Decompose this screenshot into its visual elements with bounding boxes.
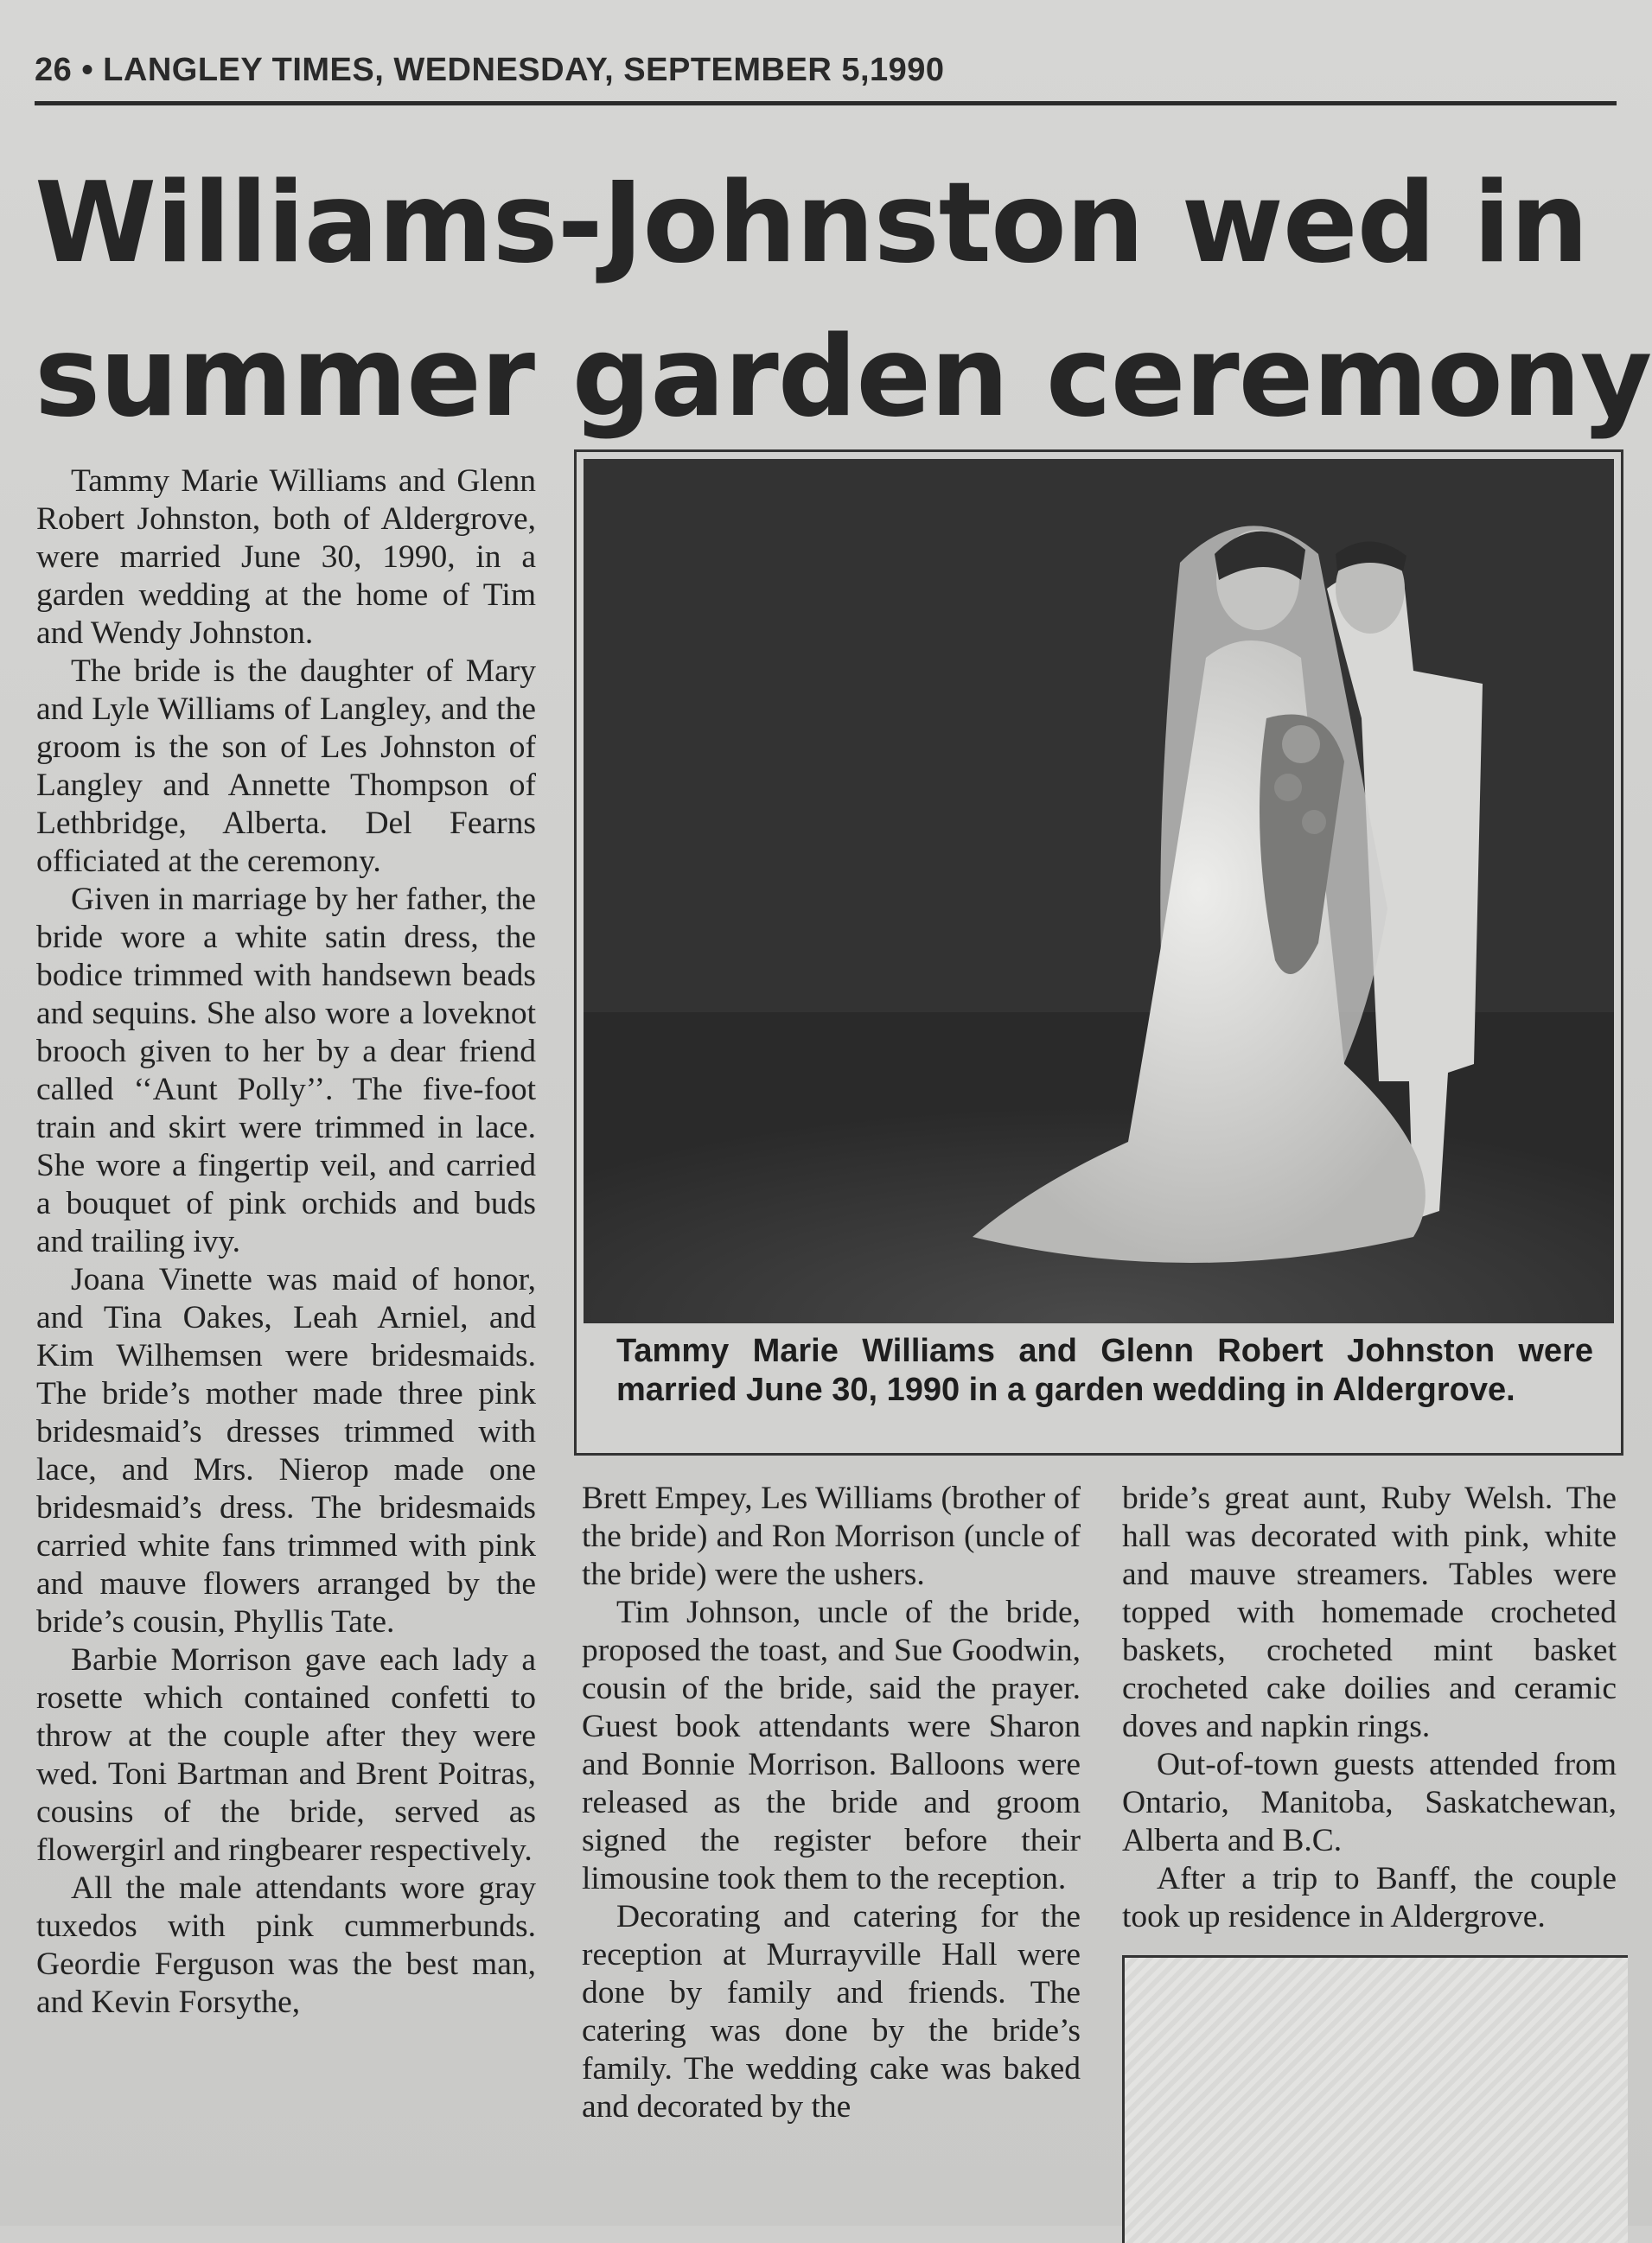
paragraph: Brett Empey, Les Williams (brother of the bride) and Ron Morrison (uncle of the bride) were the ushers.	[582, 1481, 1081, 1592]
paragraph: Tim Johnson, uncle of the bride, proposed the toast, and Sue Goodwin, cousin of the bride, said the prayer. Guest book attendants were Sharon and Bonnie Morrison. Balloons were released as the bride and groom signed the register before their limousine took them to the reception.	[582, 1595, 1081, 1896]
article-column-1	[36, 462, 536, 2022]
photo-illustration-icon	[584, 459, 1614, 1323]
paragraph: After a trip to Banff, the couple took up residence in Aldergrove.	[1122, 1861, 1617, 1934]
paragraph: Tammy Marie Williams and Glenn Robert Johnston, both of Aldergrove, were married June 30, 1990, in a garden wedding at the home of Tim and Wendy Johnston.	[36, 463, 536, 651]
photo-box	[574, 449, 1623, 1456]
paragraph: Joana Vinette was maid of honor, and Tina Oakes, Leah Arniel, and Kim Wilhemsen were bridesmaids. The bride’s mother made three pink bridesmaid’s dresses trimmed with lace, and Mrs. Nierop made one bridesmaid’s dress. The bridesmaids carried white fans trimmed with pink and mauve flowers arranged by the bride’s cousin, Phyllis Tate.	[36, 1262, 536, 1640]
paragraph: Given in marriage by her father, the bride wore a white satin dress, the bodice trimmed with handsewn beads and sequins. She also wore a loveknot brooch given to her by a dear friend called ‘‘Aunt Polly’’. The five-foot train and skirt were trimmed in lace. She wore a fingertip veil, and carried a bouquet of pink orchids and buds and trailing ivy.	[36, 882, 536, 1259]
paragraph: Barbie Morrison gave each lady a rosette which contained confetti to throw at the couple after they were wed. Toni Bartman and Brent Poitras, cousins of the bride, served as flowergirl and ringbearer respectively.	[36, 1642, 536, 1868]
article-column-3	[1122, 1480, 1617, 1936]
paragraph: bride’s great aunt, Ruby Welsh. The hall was decorated with pink, white and mauve streamers. Tables were topped with homemade crocheted baskets, crocheted mint basket crocheted cake doilies and ceramic doves and napkin rings.	[1122, 1481, 1617, 1744]
folio-rule	[35, 101, 1617, 105]
wedding-couple-photo	[584, 459, 1614, 1323]
photo-caption: Tammy Marie Williams and Glenn Robert Johnston were married June 30, 1990 in a garden wedding in Aldergrove.	[616, 1333, 1593, 1408]
paragraph: The bride is the daughter of Mary and Lyle Williams of Langley, and the groom is the son of Les Johnston of Langley and Annette Thompson of Lethbridge, Alberta. Del Fearns officiated at the ceremony.	[36, 653, 536, 879]
article-column-2	[582, 1480, 1081, 2126]
headline	[35, 147, 1652, 455]
paragraph: All the male attendants wore gray tuxedos with pink cummerbunds. Geordie Ferguson was the best man, and Kevin Forsythe,	[36, 1870, 536, 2020]
headline-line-2: summer garden ceremony	[35, 313, 1652, 442]
paragraph: Out-of-town guests attended from Ontario, Manitoba, Saskatchewan, Alberta and B.C.	[1122, 1747, 1617, 1858]
blank-corner-box	[1122, 1955, 1628, 2243]
headline-line-1: Williams-Johnston wed in	[35, 159, 1588, 288]
page-folio: 26 • LANGLEY TIMES, WEDNESDAY, SEPTEMBER 5,1990	[35, 52, 945, 88]
paragraph: Decorating and catering for the reception at Murrayville Hall were done by family and friends. The catering was done by the bride’s family. The wedding cake was baked and decorated by the	[582, 1899, 1081, 2125]
